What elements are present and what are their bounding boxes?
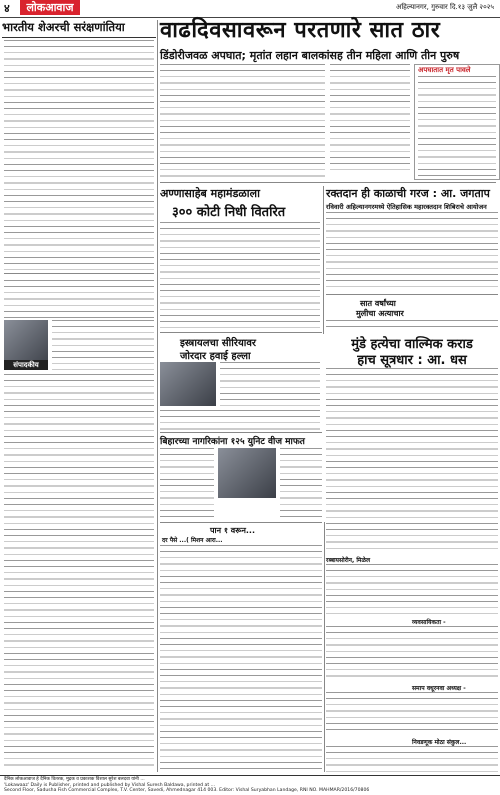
story2-text	[160, 222, 320, 330]
story2-title: अण्णासाहेब महामंडळाला	[160, 187, 260, 200]
divider	[160, 182, 496, 183]
story6-text	[326, 368, 498, 554]
continued-box-item: दर पैसे ...( मिशन आरा...	[162, 537, 223, 544]
story3-subtitle: रविवारी अहिल्यानगरमध्ये ऐतिहासिक महारक्तदान शिबिराचे आयोजन	[326, 203, 487, 211]
story7-title: बिहारच्या नागरिकांना १२५ युनिट वीज माफत	[160, 437, 305, 447]
left-column-text	[4, 280, 154, 318]
main-headline: वाढदिवसावरून परतणारे सात ठार	[160, 18, 441, 43]
left-column-text	[4, 374, 154, 770]
story7-text	[280, 448, 322, 518]
right-subheading-3: समाप वधूरनवा अध्यक्ष -	[412, 685, 466, 692]
right-text	[326, 626, 498, 680]
right-text	[326, 746, 498, 772]
story5-subtitle: मुलीचा अत्याचार	[356, 309, 404, 318]
editorial-label: संपादकीय	[4, 360, 48, 370]
story3-text	[326, 212, 498, 290]
right-subheading-1: रब्बायसोरीन, मिळेल	[326, 557, 371, 564]
right-subheading-2: व्यवसायिकता -	[412, 619, 446, 626]
imprint-line-3: Second Floor, Sadusha Fish Commercial Complex, T.V. Center, Savedi, Ahmednagar 414 003. Editor: Vishal Suryabhan Landage, RNI NO. MAHMAR/2016/70806	[4, 788, 370, 793]
divider	[160, 432, 322, 433]
right-text	[326, 564, 498, 614]
story5-title: सात वर्षांच्या	[360, 299, 396, 308]
story4-text	[160, 410, 320, 430]
continued-text	[160, 545, 322, 770]
right-text	[326, 692, 498, 734]
imprint-footer	[0, 775, 500, 795]
main-story-text	[160, 64, 325, 180]
story6-subtitle: हाच सूत्रधार : आ. धस	[357, 353, 467, 368]
imprint-line-1: दैनिक लोकआवाज हे दैनिक वितरक, मुद्रक व प्रकाशक विशाल सुरेश बलदवा यांनी ...	[4, 777, 145, 782]
story5-text	[326, 320, 498, 332]
divider	[326, 294, 498, 295]
story6-title: मुंडे हत्येचा वाल्मिक कराड	[351, 337, 473, 352]
story3-title: रक्तदान ही काळाची गरज : आ. जगताप	[326, 187, 490, 200]
page-number: ४	[4, 2, 10, 15]
accident-box-text	[418, 76, 496, 176]
story4-title: इस्त्रायलचा सीरियावर	[180, 338, 256, 349]
column-divider	[323, 186, 324, 334]
left-column-title: भारतीय शेअरची सरंक्षणांतिया	[2, 20, 156, 38]
story4-text	[220, 362, 320, 406]
imprint-line-2: 'Lokawaaz' Daily is Publisher, printed and published by Vishal Suresh Baldawa, printed at ...	[4, 782, 215, 788]
right-subheading-4: निवडणूक मोठा संकुल...	[412, 739, 467, 746]
continued-box-title: पान १ वरून...	[210, 526, 256, 535]
main-subhead: डिंडोरीजवळ अपघात; मृतांत लहान बालकांसह तीन महिला आणि तीन पुरुष	[160, 49, 460, 62]
left-column-text	[52, 320, 154, 370]
column-divider	[324, 522, 325, 772]
main-story-text	[330, 64, 410, 174]
accident-box-title: अपघातात मृत पावले	[418, 66, 471, 74]
left-column-text	[4, 40, 154, 270]
divider	[160, 522, 322, 523]
newspaper-logo: लोकआवाज	[20, 0, 80, 15]
story7-text	[160, 448, 214, 518]
story4-photo	[160, 362, 216, 406]
story2-subtitle: ३०० कोटी निधी वितरित	[172, 205, 286, 220]
divider	[160, 332, 322, 333]
dateline: अहिल्यानगर, गुरुवार दि.१३ जुलै २०२५	[396, 3, 494, 11]
column-divider	[157, 20, 158, 772]
story4-subtitle: जोरदार हवाई हल्ला	[180, 351, 251, 362]
divider	[4, 273, 154, 274]
story7-photo	[218, 448, 276, 498]
